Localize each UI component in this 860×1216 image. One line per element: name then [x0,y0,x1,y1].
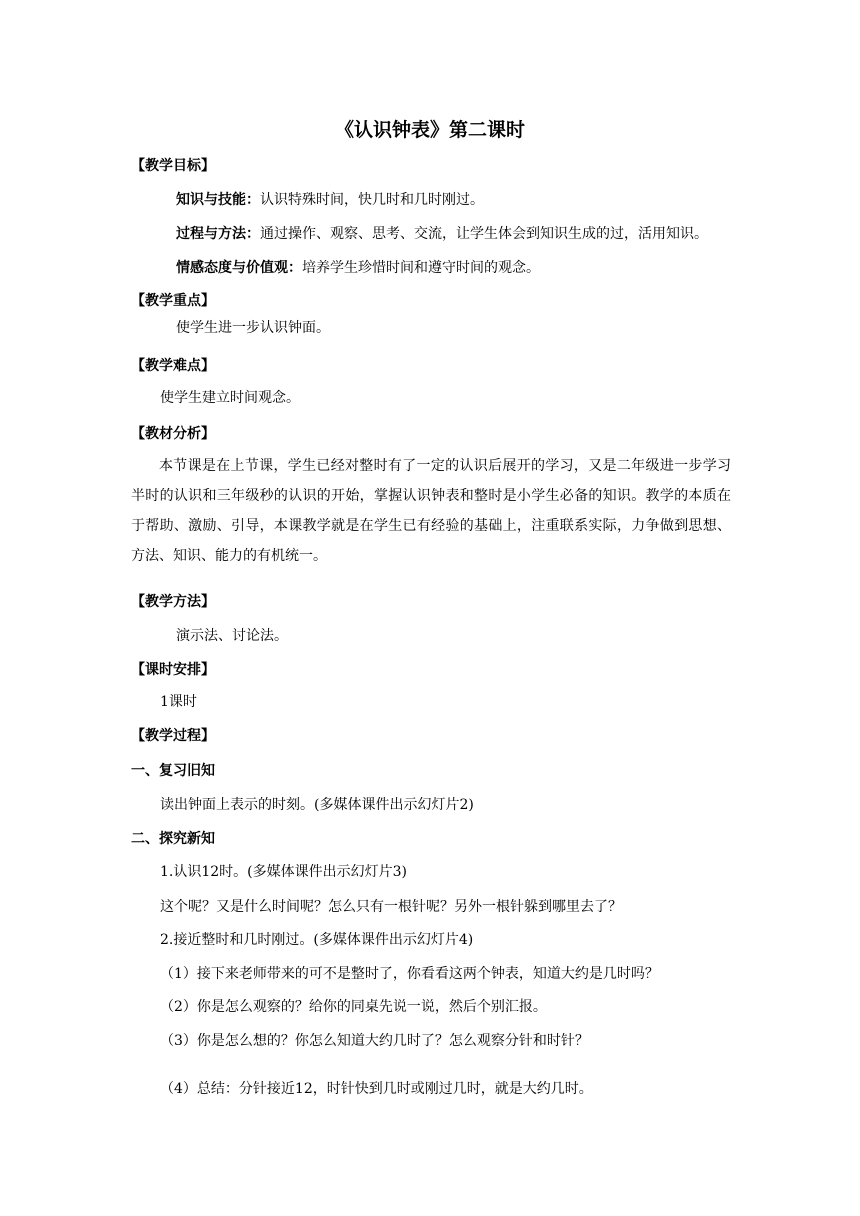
goal-item-attitude [176,258,540,278]
process-line: （3）你是怎么想的？你怎么知道大约几时了？怎么观察分针和时针？ [160,1033,589,1049]
section-heading-analysis: 【教材分析】 [131,426,215,442]
process-line: （2）你是怎么观察的？给你的同桌先说一说，然后个别汇报。 [160,999,547,1015]
section-heading-goals: 【教学目标】 [131,158,215,174]
section-heading-schedule: 【课时安排】 [131,662,215,678]
process-line: 1.认识12时。(多媒体课件出示幻灯片3) [160,864,408,880]
section-heading-key-points: 【教学重点】 [131,293,215,309]
goal-text: 认识特殊时间，快几时和几时刚过。 [260,192,484,208]
key-points-text: 使学生进一步认识钟面。 [176,320,330,336]
goal-label: 过程与方法： [176,226,260,242]
section-heading-methods: 【教学方法】 [131,594,215,610]
goal-text: 培养学生珍惜时间和遵守时间的观念。 [302,260,540,276]
process-line: 2.接近整时和几时刚过。(多媒体课件出示幻灯片4) [160,932,474,948]
section-heading-process: 【教学过程】 [131,728,215,744]
analysis-paragraph: 本节课是在上节课，学生已经对整时有了一定的认识后展开的学习，又是二年级进一步学习半时的认识和三年级秒的认识的开始，掌握认识钟表和整时是小学生必备的知识。教学的本质在于帮助、激励、引导，本课教学就是在学生已有经验的基础上，注重联系实际，力争做到思想、方法、知识、能力的有机统一。 [131,458,731,564]
page-title: 《认识钟表》第二课时 [334,119,525,141]
goal-label: 知识与技能： [176,192,260,208]
goal-item-process [176,224,708,244]
goal-text: 通过操作、观察、思考、交流，让学生体会到知识生成的过，活用知识。 [260,226,708,242]
process-line: （4）总结：分针接近12，时针快到几时或刚过几时，就是大约几时。 [160,1081,593,1097]
process-part1-text: 读出钟面上表示的时刻。(多媒体课件出示幻灯片2) [160,797,474,813]
section-heading-difficulties: 【教学难点】 [131,358,215,374]
process-line: （1）接下来老师带来的可不是整时了，你看看这两个钟表，知道大约是几时吗？ [160,966,659,982]
methods-text: 演示法、讨论法。 [176,628,288,644]
process-part2-heading: 二、探究新知 [131,831,215,847]
process-part1-heading: 一、复习旧知 [131,763,215,779]
difficulties-text: 使学生建立时间观念。 [160,390,300,406]
process-line: 这个呢？又是什么时间呢？怎么只有一根针呢？另外一根针躲到哪里去了？ [160,899,622,915]
goal-item-knowledge [176,190,484,210]
schedule-text: 1课时 [160,694,197,710]
goal-label: 情感态度与价值观： [176,260,302,276]
